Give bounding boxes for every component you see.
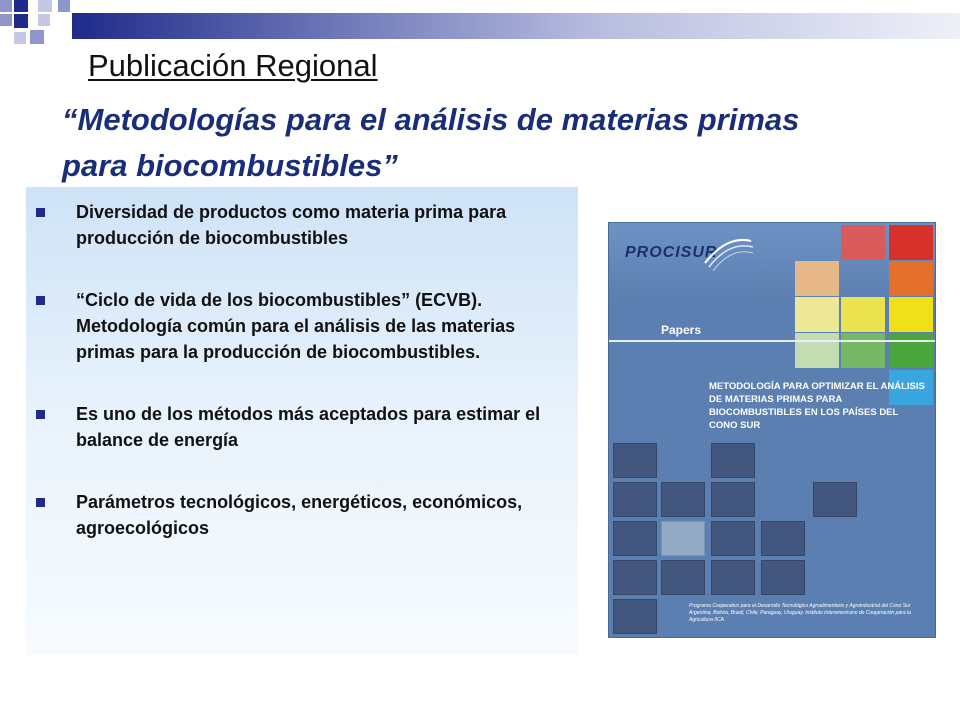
cover-dark-tile [711, 521, 755, 556]
cover-color-tile [841, 297, 885, 332]
cover-dark-tile [661, 482, 705, 517]
cover-color-tile [841, 225, 885, 260]
cover-dark-tile [711, 560, 755, 595]
header-gradient-bar [72, 13, 960, 39]
cover-dark-tile [661, 560, 705, 595]
cover-logo-band [609, 223, 936, 301]
bullet-item [36, 199, 576, 251]
cover-dark-tile [813, 482, 857, 517]
cover-color-tile [889, 225, 933, 260]
cover-color-tile [889, 297, 933, 332]
bullet-item [36, 401, 576, 453]
bullet-item [36, 489, 576, 541]
cover-light-tile [661, 521, 705, 556]
cover-color-tile [795, 297, 839, 332]
bullet-square-icon [36, 208, 45, 217]
cover-series-label: Papers [661, 323, 702, 337]
cover-dark-tile [761, 560, 805, 595]
bullet-square-icon [36, 410, 45, 419]
bullet-square-icon [36, 296, 45, 305]
bullet-square-icon [36, 498, 45, 507]
cover-dark-tile [711, 482, 755, 517]
bullet-list [36, 199, 576, 541]
cover-dark-tile [761, 521, 805, 556]
procisur-logo: PROCISUR [625, 244, 718, 261]
bullet-text: “Ciclo de vida de los biocombustibles” (ECVB). Metodología común para el análisis de las materias primas para la producción de biocombustibles. [76, 290, 516, 362]
cover-dark-tile [613, 443, 657, 478]
cover-dark-tile [613, 521, 657, 556]
cover-footer-text: Programa Cooperativo para el Desarrollo Tecnológico Agroalimentario y Agroindustrial del Cono Sur Argentina, Bolivia, Brasil, Chile, Paraguay, Uruguay. Instituto Interamericano de Cooperación para la Agricultura IICA [689, 603, 911, 623]
bullet-text: Es uno de los métodos más aceptados para estimar el balance de energía [76, 404, 541, 450]
cover-color-tile [889, 333, 933, 368]
cover-dark-tile [613, 560, 657, 595]
page-title: Publicación Regional [88, 48, 378, 83]
cover-color-tile [795, 333, 839, 368]
cover-title: METODOLOGÍA PARA OPTIMIZAR EL ANÁLISIS DE MATERIAS PRIMAS PARA BIOCOMBUSTIBLES EN LOS PAÍSES DEL CONO SUR [709, 381, 925, 431]
page-subtitle: “Metodologías para el análisis de materias primas para biocombustibles” [62, 102, 800, 183]
bullet-item [36, 287, 576, 365]
cover-dark-tile [613, 599, 657, 634]
cover-divider-line [609, 340, 936, 342]
logo-swirl-icon [701, 233, 755, 273]
cover-color-tile [841, 333, 885, 368]
corner-squares-decoration [0, 0, 80, 60]
bullet-text: Diversidad de productos como materia prima para producción de biocombustibles [76, 202, 507, 248]
cover-dark-tile [711, 443, 755, 478]
cover-dark-tile [613, 482, 657, 517]
cover-color-tile [889, 261, 933, 296]
bullet-text: Parámetros tecnológicos, energéticos, económicos, agroecológicos [76, 492, 523, 538]
publication-cover-image [608, 222, 936, 638]
cover-color-tile [795, 261, 839, 296]
